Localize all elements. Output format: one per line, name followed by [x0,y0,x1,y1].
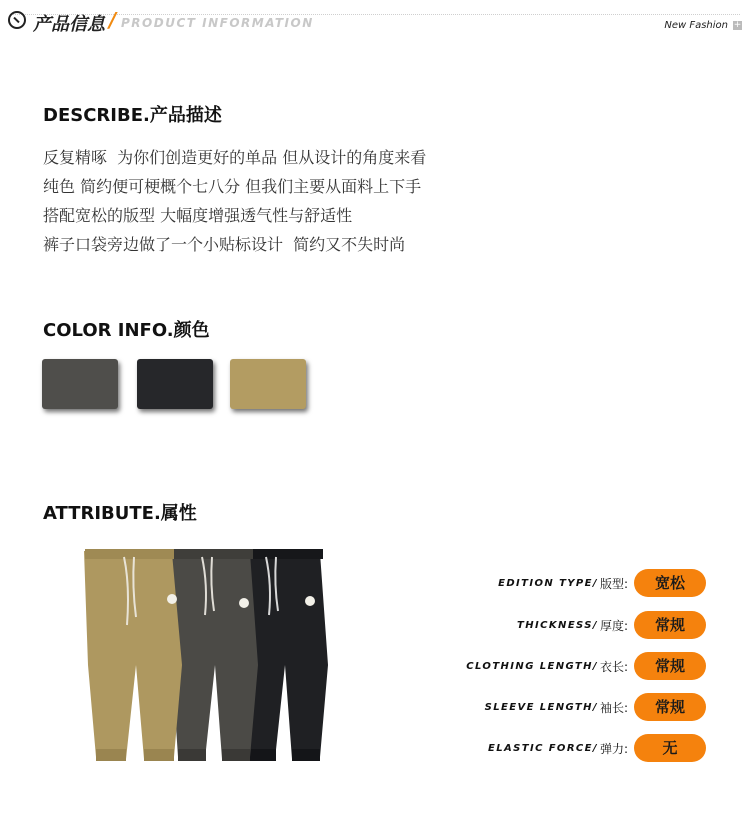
header [0,0,750,40]
arrow-circle-icon [8,11,26,29]
attr-label-cn: 厚度: [599,618,628,633]
attr-row-sleeve-length [485,693,706,721]
attr-row-elastic-force [488,734,706,762]
header-subtitle: PRODUCT INFORMATION [121,16,314,30]
header-divider [10,14,740,15]
attr-label-en: THICKNESS/ [517,619,598,631]
pants-illustration [70,545,360,775]
attr-label-en: EDITION TYPE/ [498,577,598,589]
describe-title: DESCRIBE.产品描述 [43,105,222,126]
plus-icon[interactable]: + [733,20,742,30]
attr-label-cn: 袖长: [599,700,628,715]
attr-label-en: ELASTIC FORCE/ [487,742,598,754]
attr-row-edition-type [498,569,706,597]
attr-label-en: SLEEVE LENGTH/ [484,701,598,713]
attr-value-badge: 常规 [634,652,706,680]
describe-text [43,143,426,259]
attr-label-cn: 版型: [599,576,628,591]
color-title: COLOR INFO.颜色 [43,320,210,341]
attr-row-clothing-length [466,652,706,680]
color-swatch-gray[interactable] [42,359,118,409]
attr-value-badge: 宽松 [634,569,706,597]
product-image [70,545,360,775]
describe-line: 反复精啄 为你们创造更好的单品 但从设计的角度来看 [43,148,427,167]
attr-value-badge: 常规 [634,611,706,639]
attr-label-cn: 衣长: [599,659,628,674]
header-right-label: New Fashion [664,20,728,31]
attr-label-cn: 弹力: [599,741,628,756]
color-swatch-khaki[interactable] [230,359,306,409]
header-title: 产品信息 [33,14,105,35]
attr-value-badge: 常规 [634,693,706,721]
describe-line: 搭配宽松的版型 大幅度增强透气性与舒适性 [43,206,353,225]
color-swatch-black[interactable] [137,359,213,409]
describe-line: 纯色 简约便可梗概个七八分 但我们主要从面料上下手 [43,177,422,196]
attribute-title: ATTRIBUTE.属性 [43,503,197,524]
attr-value-badge: 无 [634,734,706,762]
header-slash: / [109,8,117,32]
describe-line: 裤子口袋旁边做了一个小贴标设计 简约又不失时尚 [43,235,406,254]
attr-row-thickness [517,611,706,639]
attr-label-en: CLOTHING LENGTH/ [466,660,598,672]
